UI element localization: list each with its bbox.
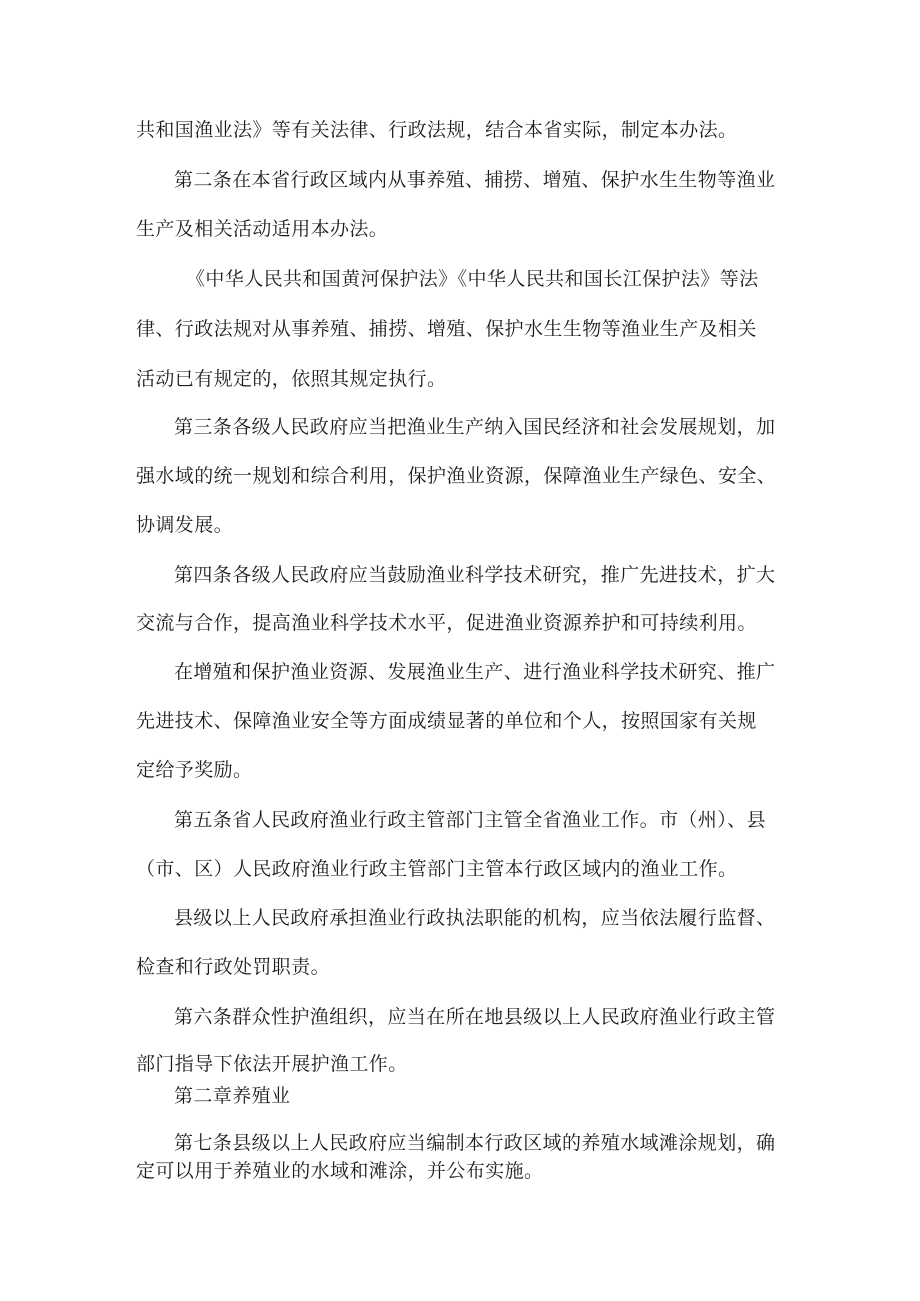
text-line: 共和国渔业法》等有关法律、行政法规，结合本省实际，制定本办法。	[136, 119, 738, 141]
text-line: 第三条各级人民政府应当把渔业生产纳入国民经济和社会发展规划，加	[174, 416, 776, 438]
chapter-heading: 第二章养殖业	[174, 1085, 291, 1107]
text-line: 第六条群众性护渔组织，应当在所在地县级以上人民政府渔业行政主管	[174, 1006, 776, 1028]
text-line: 律、行政法规对从事养殖、捕捞、增殖、保护水生生物等渔业生产及相关	[136, 318, 757, 340]
text-line: （市、区）人民政府渔业行政主管部门主管本行政区域内的渔业工作。	[136, 858, 738, 880]
text-line: 定给予奖励。	[136, 759, 253, 781]
text-line: 第五条省人民政府渔业行政主管部门主管全省渔业工作。市（州）、县	[174, 809, 766, 831]
text-line: 第四条各级人民政府应当鼓励渔业科学技术研究，推广先进技术，扩大	[174, 564, 776, 586]
text-line: 县级以上人民政府承担渔业行政执法职能的机构，应当依法履行监督、	[174, 907, 776, 929]
text-line: 生产及相关活动适用本办法。	[136, 218, 389, 240]
text-line: 在增殖和保护渔业资源、发展渔业生产、进行渔业科学技术研究、推广	[174, 661, 776, 683]
text-line: 先进技术、保障渔业安全等方面成绩显著的单位和个人，按照国家有关规	[136, 710, 757, 732]
text-line: 交流与合作，提高渔业科学技术水平，促进渔业资源养护和可持续利用。	[136, 612, 757, 634]
text-line: 定可以用于养殖业的水域和滩涂，并公布实施。	[136, 1160, 544, 1182]
text-line: 活动已有规定的，依照其规定执行。	[136, 368, 447, 390]
text-line: 第二条在本省行政区域内从事养殖、捕捞、增殖、保护水生生物等渔业	[174, 169, 776, 191]
text-line: 协调发展。	[136, 514, 234, 536]
text-line: 检查和行政处罚职责。	[136, 956, 331, 978]
text-line: 部门指导下依法开展护渔工作。	[136, 1053, 408, 1075]
text-line: 第七条县级以上人民政府应当编制本行政区域的养殖水域滩涂规划，确	[174, 1132, 776, 1154]
text-line: 强水域的统一规划和综合利用，保护渔业资源，保障渔业生产绿色、安全、	[136, 465, 777, 487]
text-line: 《中华人民共和国黄河保护法》《中华人民共和国长江保护法》等法	[186, 268, 759, 290]
